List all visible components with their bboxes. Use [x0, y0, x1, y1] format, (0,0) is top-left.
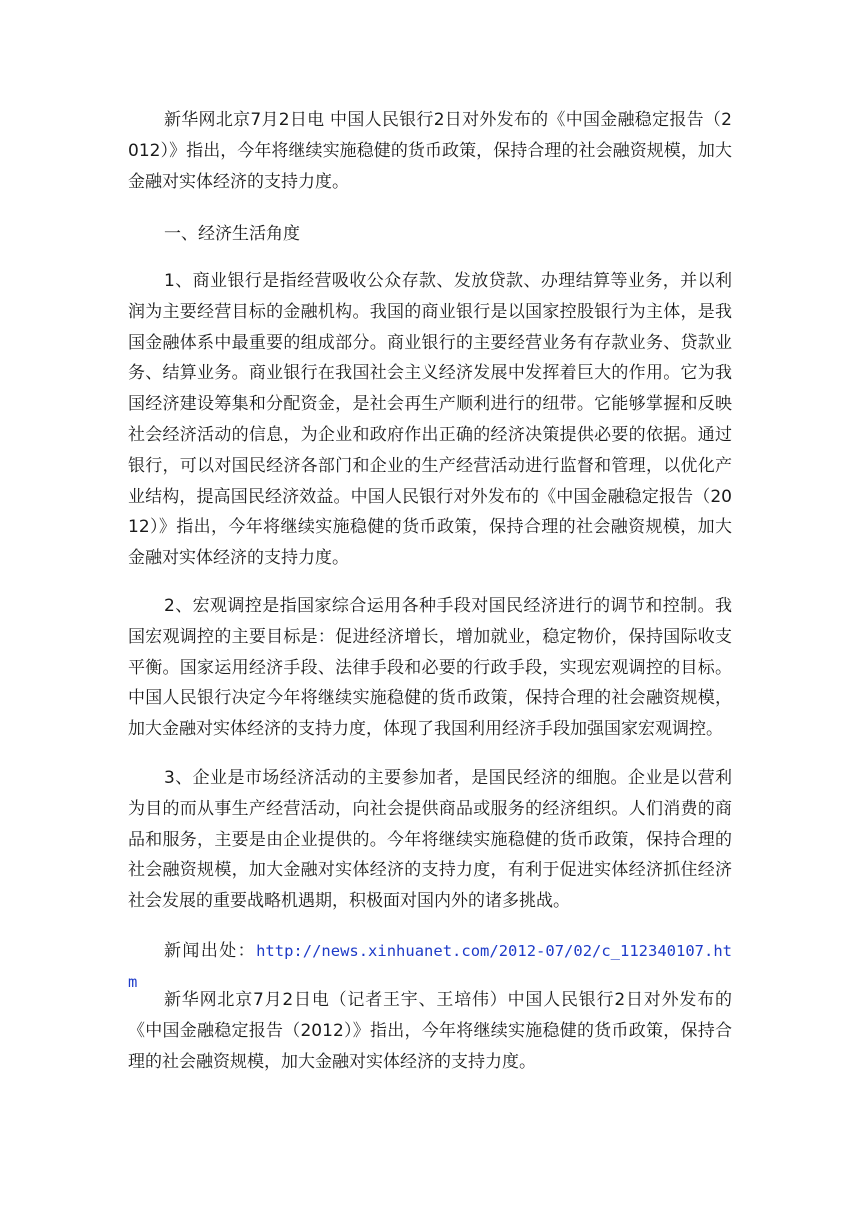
intro-paragraph: 新华网北京7月2日电 中国人民银行2日对外发布的《中国金融稳定报告（2012）》指出，今年将继续实施稳健的货币政策，保持合理的社会融资规模，加大金融对实体经济的支持力度。 [128, 110, 732, 192]
point-2-paragraph: 2、宏观调控是指国家综合运用各种手段对国民经济进行的调节和控制。我国宏观调控的主要目标是：促进经济增长，增加就业，稳定物价，保持国际收支平衡。国家运用经济手段、法律手段和必要的行政手段，实现宏观调控的目标。中国人民银行决定今年将继续实施稳健的货币政策，保持合理的社会融资规模，加大金融对实体经济的支持力度，体现了我国利用经济手段加强国家宏观调控。 [128, 596, 732, 740]
closing-paragraph: 新华网北京7月2日电（记者王宇、王培伟）中国人民银行2日对外发布的《中国金融稳定报告（2012）》指出，今年将继续实施稳健的货币政策，保持合理的社会融资规模，加大金融对实体经济的支持力度。 [128, 990, 732, 1072]
point-3-paragraph: 3、企业是市场经济活动的主要参加者，是国民经济的细胞。企业是以营利为目的而从事生产经营活动，向社会提供商品或服务的经济组织。人们消费的商品和服务，主要是由企业提供的。今年将继续实施稳健的货币政策，保持合理的社会融资规模，加大金融对实体经济的支持力度，有利于促进实体经济抓住经济社会发展的重要战略机遇期，积极面对国内外的诸多挑战。 [128, 768, 732, 912]
source-link[interactable]: http://news.xinhuanet.com/2012-07/02/c_112340107.htm [128, 942, 732, 991]
source-label: 新闻出处： [164, 941, 257, 961]
section-heading: 一、经济生活角度 [164, 224, 300, 244]
point-1-paragraph: 1、商业银行是指经营吸收公众存款、发放贷款、办理结算等业务，并以利润为主要经营目标的金融机构。我国的商业银行是以国家控股银行为主体，是我国金融体系中最重要的组成部分。商业银行的主要经营业务有存款业务、贷款业务、结算业务。商业银行在我国社会主义经济发展中发挥着巨大的作用。它为我国经济建设筹集和分配资金，是社会再生产顺利进行的纽带。它能够掌握和反映社会经济活动的信息，为企业和政府作出正确的经济决策提供必要的依据。通过银行，可以对国民经济各部门和企业的生产经营活动进行监督和管理，以优化产业结构，提高国民经济效益。中国人民银行对外发布的《中国金融稳定报告（2012）》指出，今年将继续实施稳健的货币政策，保持合理的社会融资规模，加大金融对实体经济的支持力度。 [128, 271, 732, 569]
